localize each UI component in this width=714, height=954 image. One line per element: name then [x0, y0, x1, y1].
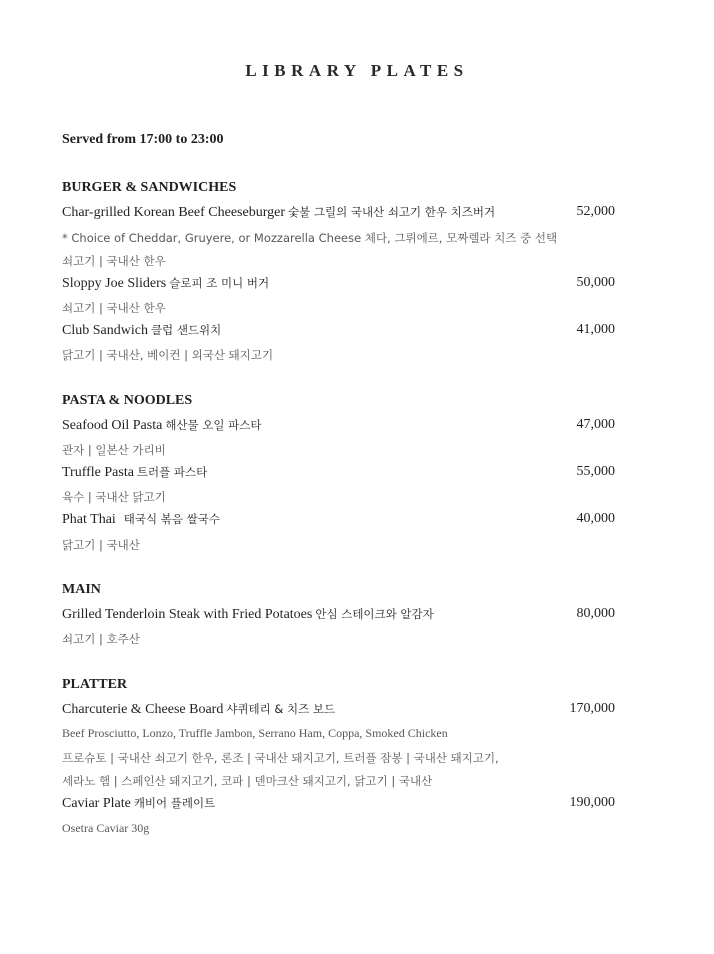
menu-item-caviar-plate — [62, 795, 615, 815]
item-origin: 닭고기 | 국내산 — [62, 538, 140, 552]
section-heading-platter: PLATTER — [62, 677, 128, 692]
item-price: 170,000 — [569, 701, 615, 716]
item-name: Truffle Pasta — [62, 465, 134, 480]
item-name-korean: 안심 스테이크와 알감자 — [315, 607, 434, 621]
menu-item-truffle-pasta — [62, 464, 615, 484]
item-price: 80,000 — [576, 606, 615, 621]
item-name: Club Sandwich — [62, 323, 148, 338]
item-name-korean: 숯불 그릴의 국내산 쇠고기 한우 치즈버거 — [287, 205, 496, 219]
item-name: Phat Thai — [62, 512, 116, 527]
item-name-korean: 샤퀴테리 & 치즈 보드 — [226, 702, 336, 716]
item-origin: 세라노 햄 | 스페인산 돼지고기, 코파 | 덴마크산 돼지고기, 닭고기 | 국내산 — [62, 774, 433, 788]
item-name: Charcuterie & Cheese Board — [62, 702, 224, 717]
item-name: Grilled Tenderloin Steak with Fried Potatoes — [62, 607, 313, 622]
menu-item-seafood-pasta — [62, 417, 615, 437]
menu-item-tenderloin-steak — [62, 606, 615, 626]
item-price: 41,000 — [576, 322, 615, 337]
item-origin: 프로슈토 | 국내산 쇠고기 한우, 론조 | 국내산 돼지고기, 트러플 잠봉 | 국내산 돼지고기, — [62, 751, 499, 765]
item-name: Seafood Oil Pasta — [62, 418, 163, 433]
item-price: 55,000 — [576, 464, 615, 479]
item-description: Beef Prosciutto, Lonzo, Truffle Jambon, Serrano Ham, Coppa, Smoked Chicken — [62, 726, 448, 740]
item-origin: 쇠고기 | 호주산 — [62, 632, 140, 646]
section-heading-burger: BURGER & SANDWICHES — [62, 180, 237, 195]
section-heading-main: MAIN — [62, 582, 101, 597]
item-name-korean: 태국식 볶음 쌀국수 — [123, 512, 220, 526]
item-origin: 쇠고기 | 국내산 한우 — [62, 301, 166, 315]
item-name: Caviar Plate — [62, 796, 131, 811]
item-name-korean: 해산물 오일 파스타 — [165, 418, 262, 432]
item-name-korean: 캐비어 플레이트 — [133, 796, 216, 810]
item-price: 190,000 — [569, 795, 615, 810]
item-origin: 육수 | 국내산 닭고기 — [62, 490, 166, 504]
item-name: Char-grilled Korean Beef Cheeseburger — [62, 205, 285, 220]
item-name-korean: 슬로피 조 미니 버거 — [169, 276, 270, 290]
page-title: LIBRARY PLATES — [245, 61, 469, 80]
section-heading-pasta: PASTA & NOODLES — [62, 393, 193, 408]
item-origin: 닭고기 | 국내산, 베이컨 | 외국산 돼지고기 — [62, 348, 274, 362]
item-price: 40,000 — [576, 511, 615, 526]
item-name: Sloppy Joe Sliders — [62, 276, 167, 291]
menu-item-charcuterie-board — [62, 701, 615, 721]
menu-item-club-sandwich — [62, 322, 615, 342]
item-name-korean: 트러플 파스타 — [136, 465, 208, 479]
item-name-korean: 클럽 샌드위치 — [150, 323, 222, 337]
item-description: Osetra Caviar 30g — [62, 821, 150, 835]
item-price: 47,000 — [576, 417, 615, 432]
menu-item-phat-thai — [62, 511, 615, 531]
item-origin: 관자 | 일본산 가리비 — [62, 443, 166, 457]
menu-item-sliders — [62, 275, 615, 295]
item-origin: 쇠고기 | 국내산 한우 — [62, 254, 166, 268]
served-hours: Served from 17:00 to 23:00 — [62, 132, 224, 147]
item-note: * Choice of Cheddar, Gruyere, or Mozzarella Cheese 체다, 그뤼에르, 모짜렐라 치즈 중 선택 — [62, 231, 558, 245]
item-price: 52,000 — [576, 204, 615, 219]
menu-item-cheeseburger — [62, 204, 615, 224]
item-price: 50,000 — [576, 275, 615, 290]
